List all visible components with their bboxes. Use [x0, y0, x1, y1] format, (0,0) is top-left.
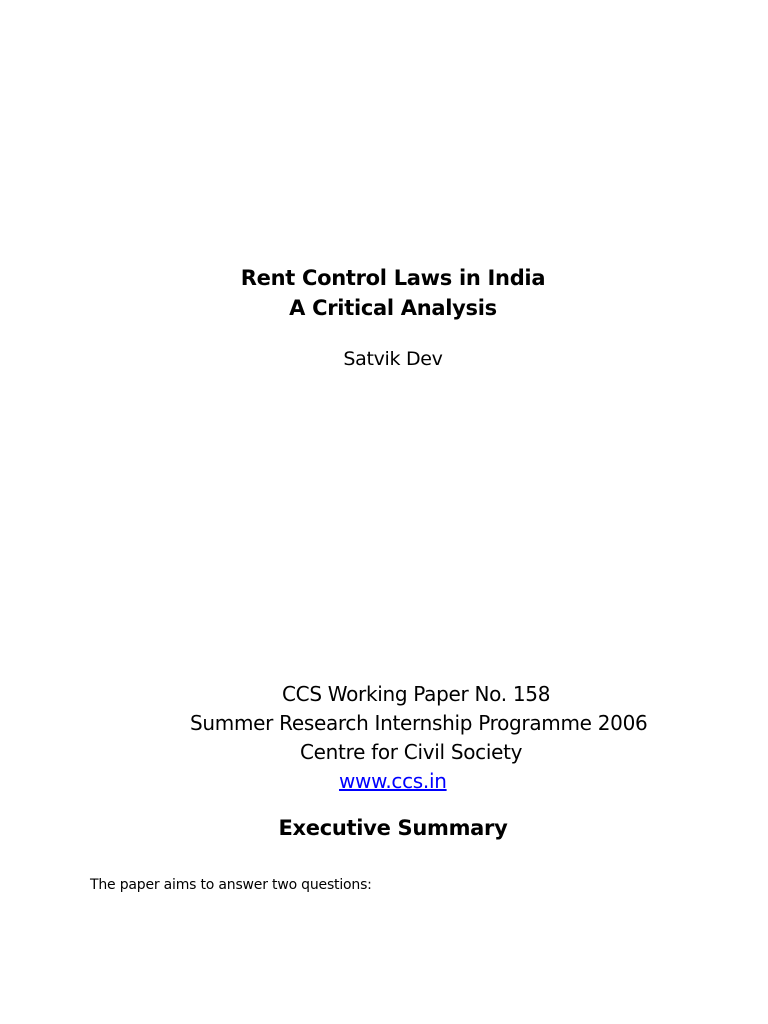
working-paper-number: CCS Working Paper No. 158: [282, 682, 551, 706]
title-line-2: A Critical Analysis: [289, 296, 497, 320]
section-heading: Executive Summary: [278, 816, 508, 840]
programme-name: Summer Research Internship Programme 2006: [190, 711, 648, 735]
website-link[interactable]: www.ccs.in: [339, 769, 447, 793]
body-paragraph: The paper aims to answer two questions:: [90, 877, 372, 893]
organization-name: Centre for Civil Society: [300, 740, 523, 764]
author-name: Satvik Dev: [343, 348, 443, 370]
title-line-1: Rent Control Laws in India: [240, 266, 546, 290]
